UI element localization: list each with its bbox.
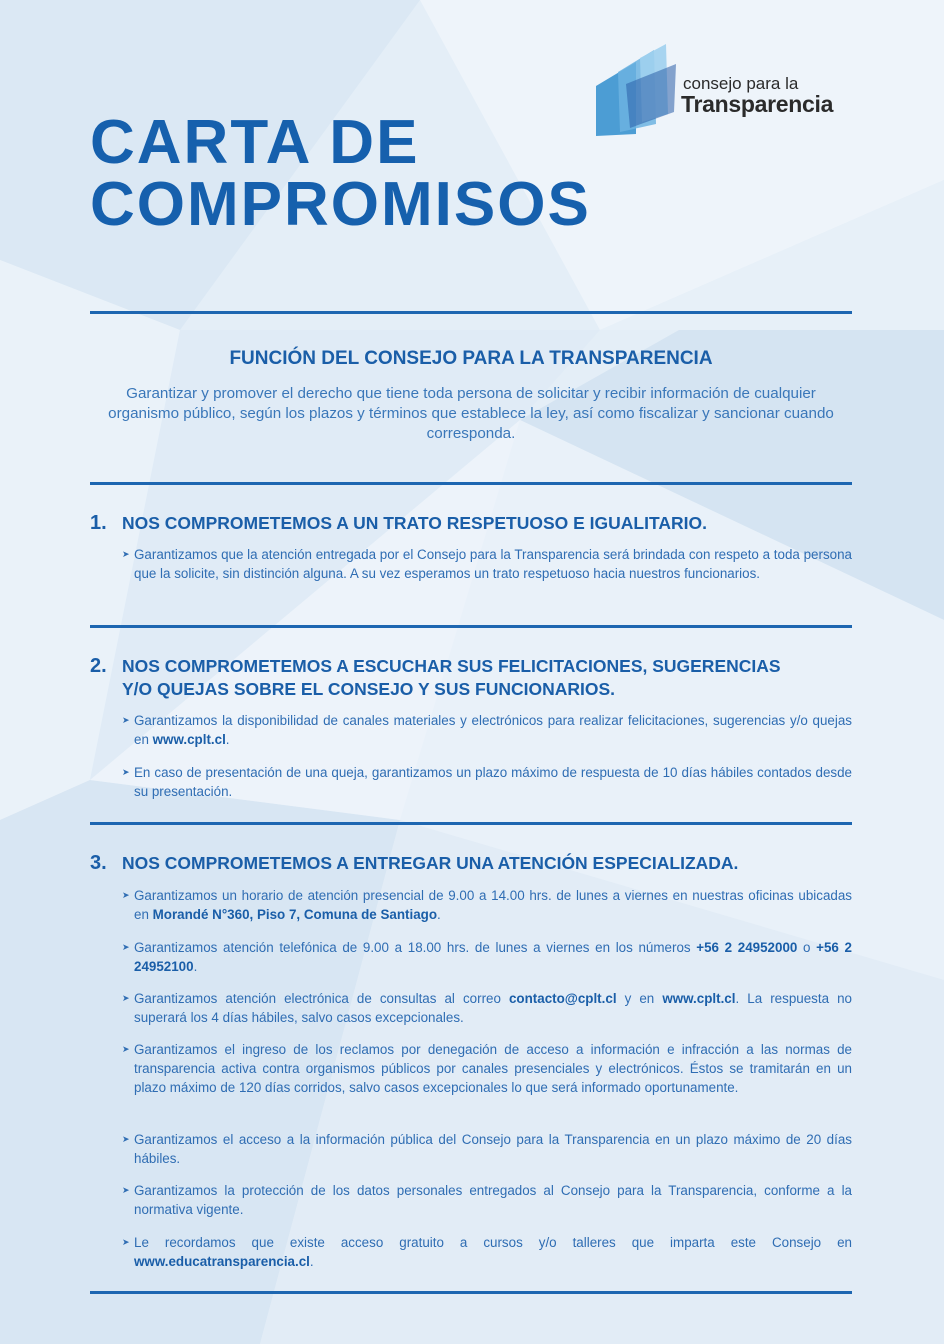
arrow-bullet-icon: ➤ <box>122 1134 130 1144</box>
section-title: NOS COMPROMETEMOS A ENTREGAR UNA ATENCIÓN ESPECIALIZADA. <box>122 853 739 873</box>
section-number: 2. <box>90 655 107 677</box>
page-title <box>90 108 591 239</box>
list-item <box>122 1130 852 1168</box>
funcion-text: Garantizar y promover el derecho que tiene toda persona de solicitar y recibir información de cualquier organismo público, según los plazos y términos que establece la ley, así como fiscalizar y sancionar cuando corresponda. <box>108 385 834 442</box>
item-text: Le recordamos que existe acceso gratuito a cursos y/o talleres que imparta este Consejo en <box>134 1235 852 1250</box>
item-text: Garantizamos la protección de los datos personales entregados al Consejo para la Transparencia, conforme a la normativa vigente. <box>134 1183 852 1217</box>
section-3-heading <box>90 852 852 875</box>
divider <box>90 1291 852 1294</box>
consejo-logo <box>596 44 856 136</box>
item-text-mid: y en <box>616 991 663 1006</box>
phone-number-2[interactable]: +56 2 24952100 <box>134 940 852 974</box>
logo-text-top: consejo para la <box>683 74 799 93</box>
website-link[interactable]: www.cplt.cl <box>152 732 226 747</box>
list-item <box>122 1181 852 1219</box>
item-text-end: . <box>193 959 198 974</box>
item-text-mid: o <box>797 940 817 955</box>
arrow-bullet-icon: ➤ <box>122 993 130 1003</box>
title-line-1: CARTA DE <box>90 108 420 177</box>
section-title: NOS COMPROMETEMOS A UN TRATO RESPETUOSO E IGUALITARIO. <box>122 513 707 533</box>
website-link[interactable]: www.educatransparencia.cl <box>134 1254 310 1269</box>
title-line-2: COMPROMISOS <box>90 170 591 239</box>
section-title: NOS COMPROMETEMOS A ESCUCHAR SUS FELICITACIONES, SUGERENCIAS <box>122 656 781 676</box>
item-text: Garantizamos que la atención entregada por el Consejo para la Transparencia será brindada con respeto a toda persona que la solicite, sin distinción alguna. A su vez esperamos un trato respetuoso hacia nuestros funcionarios. <box>134 547 852 581</box>
item-text-end: . <box>437 907 441 922</box>
arrow-bullet-icon: ➤ <box>122 767 130 777</box>
divider <box>90 822 852 825</box>
section-number: 1. <box>90 512 107 534</box>
arrow-bullet-icon: ➤ <box>122 1185 130 1195</box>
item-text: Garantizamos la disponibilidad de canales materiales y electrónicos para realizar felicitaciones, sugerencias y/o quejas en <box>134 713 852 747</box>
item-text: Garantizamos un horario de atención presencial de 9.00 a 14.00 hrs. de lunes a viernes en nuestras oficinas ubicadas en <box>134 888 852 922</box>
arrow-bullet-icon: ➤ <box>122 1044 130 1054</box>
item-text: Garantizamos el acceso a la información pública del Consejo para la Transparencia en un plazo máximo de 20 días hábiles. <box>134 1132 852 1166</box>
list-item <box>122 711 852 749</box>
list-item <box>122 886 852 924</box>
section-title-line-2: Y/O QUEJAS SOBRE EL CONSEJO Y SUS FUNCIONARIOS. <box>122 679 616 699</box>
arrow-bullet-icon: ➤ <box>122 715 130 725</box>
arrow-bullet-icon: ➤ <box>122 890 130 900</box>
section-1-heading <box>90 512 852 535</box>
list-item <box>122 1040 852 1097</box>
funcion-heading: FUNCIÓN DEL CONSEJO PARA LA TRANSPARENCIA <box>229 348 713 369</box>
address: Morandé N°360, Piso 7, Comuna de Santiago <box>152 907 438 922</box>
divider <box>90 625 852 628</box>
list-item <box>122 545 852 583</box>
logo-mark-icon <box>596 44 686 136</box>
list-item <box>122 989 852 1027</box>
website-link[interactable]: www.cplt.cl <box>662 991 736 1006</box>
section-2-heading <box>90 655 852 701</box>
item-text: Garantizamos el ingreso de los reclamos por denegación de acceso a información e infracción a las normas de transparencia activa contra organismos públicos por canales presenciales y electrónicos. Éstos se tramitarán en un plazo máximo de 120 días corridos, salvo casos excepcionales lo que será informado oportunamente. <box>134 1042 852 1095</box>
item-text-end: . La respuesta no superará los 4 días hábiles, salvo casos excepcionales. <box>134 991 852 1025</box>
arrow-bullet-icon: ➤ <box>122 942 130 952</box>
email-link[interactable]: contacto@cplt.cl <box>508 991 617 1006</box>
arrow-bullet-icon: ➤ <box>122 1237 130 1247</box>
logo-text-main: Transparencia <box>681 91 834 117</box>
arrow-bullet-icon: ➤ <box>122 549 130 559</box>
divider <box>90 311 852 314</box>
divider <box>90 482 852 485</box>
item-text: Garantizamos atención telefónica de 9.00 a 18.00 hrs. de lunes a viernes en los números <box>134 940 697 955</box>
list-item <box>122 763 852 801</box>
item-text: En caso de presentación de una queja, garantizamos un plazo máximo de respuesta de 10 días hábiles contados desde su presentación. <box>134 765 852 799</box>
section-number: 3. <box>90 852 107 874</box>
item-text-end: . <box>225 732 230 747</box>
phone-number-1[interactable]: +56 2 24952000 <box>696 940 798 955</box>
item-text: Garantizamos atención electrónica de consultas al correo <box>134 991 509 1006</box>
list-item <box>122 1233 852 1271</box>
list-item <box>122 938 852 976</box>
item-text-end: . <box>309 1254 314 1269</box>
